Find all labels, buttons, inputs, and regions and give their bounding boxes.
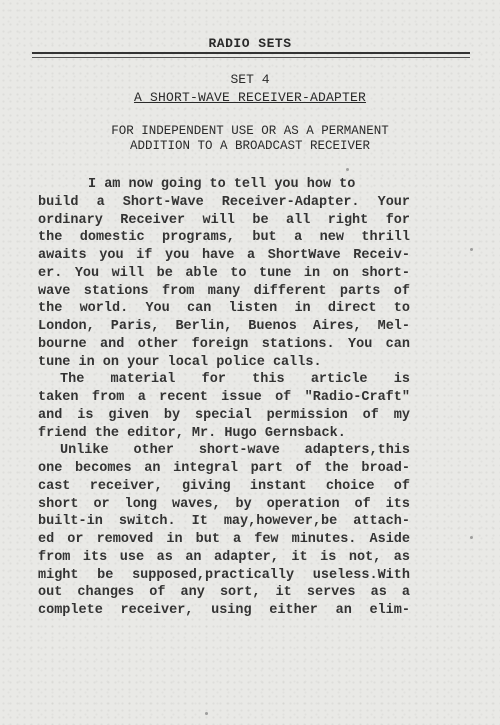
article-title: A SHORT-WAVE RECEIVER-ADAPTER <box>133 90 367 105</box>
paragraph-line: taken from a recent issue of "Radio-Craft" <box>38 390 410 405</box>
paragraph-line: short or long waves, by operation of its <box>38 496 410 512</box>
paragraph-line: from its use as an adapter, it is not, as <box>38 549 410 565</box>
ink-speck <box>346 168 349 171</box>
paragraph-line: one becomes an integral part of the broad- <box>38 461 410 476</box>
set-label: SET 4 <box>230 72 270 87</box>
paragraph-line: and is given by special permission of my <box>38 407 410 423</box>
running-head: RADIO SETS <box>208 36 292 51</box>
paragraph-line: ed or removed in but a few minutes. Aside <box>38 532 410 547</box>
paragraph-line: wave stations from many different parts of <box>38 283 410 299</box>
subtitle-line: FOR INDEPENDENT USE OR AS A PERMANENT <box>111 124 389 138</box>
paragraph-line: friend the editor, Mr. Hugo Gernsback. <box>38 425 346 441</box>
ink-speck <box>470 248 473 251</box>
paragraph-line: ordinary Receiver will be all right for <box>38 212 410 228</box>
paragraph-line: the domestic programs, but a new thrill <box>38 230 410 246</box>
paragraph-line: awaits you if you have a ShortWave Receiv- <box>38 248 410 263</box>
header-rule-secondary <box>32 57 470 58</box>
ink-speck <box>205 712 208 715</box>
subtitle <box>0 124 500 154</box>
ink-speck <box>470 536 473 539</box>
paragraph-line: Unlike other short-wave adapters,this <box>60 443 410 459</box>
paragraph-line: build a Short-Wave Receiver-Adapter. Your <box>38 194 410 210</box>
paragraph-line: London, Paris, Berlin, Buenos Aires, Mel- <box>38 319 410 334</box>
paragraph-line: I am now going to tell you how to <box>88 177 356 192</box>
paragraph-line: The material for this article is <box>60 372 410 388</box>
body-text <box>38 176 410 620</box>
paragraph-line: might be supposed,practically useless.With <box>38 567 410 583</box>
paragraph-line: out changes of any sort, it serves as a <box>38 585 410 601</box>
paragraph-line: bourne and other foreign stations. You can <box>38 336 410 352</box>
paragraph-line: cast receiver, giving instant choice of <box>38 478 410 494</box>
subtitle-line: ADDITION TO A BROADCAST RECEIVER <box>129 139 371 153</box>
paragraph-line: the world. You can listen in direct to <box>38 301 410 317</box>
paragraph-line: er. You will be able to tune in on short- <box>38 265 410 281</box>
header-rule <box>32 52 470 54</box>
paragraph-line: complete receiver, using either an elim- <box>38 603 410 618</box>
paragraph-line: tune in on your local police calls. <box>38 354 322 370</box>
paragraph-line: built-in switch. It may,however,be attach- <box>38 514 410 530</box>
